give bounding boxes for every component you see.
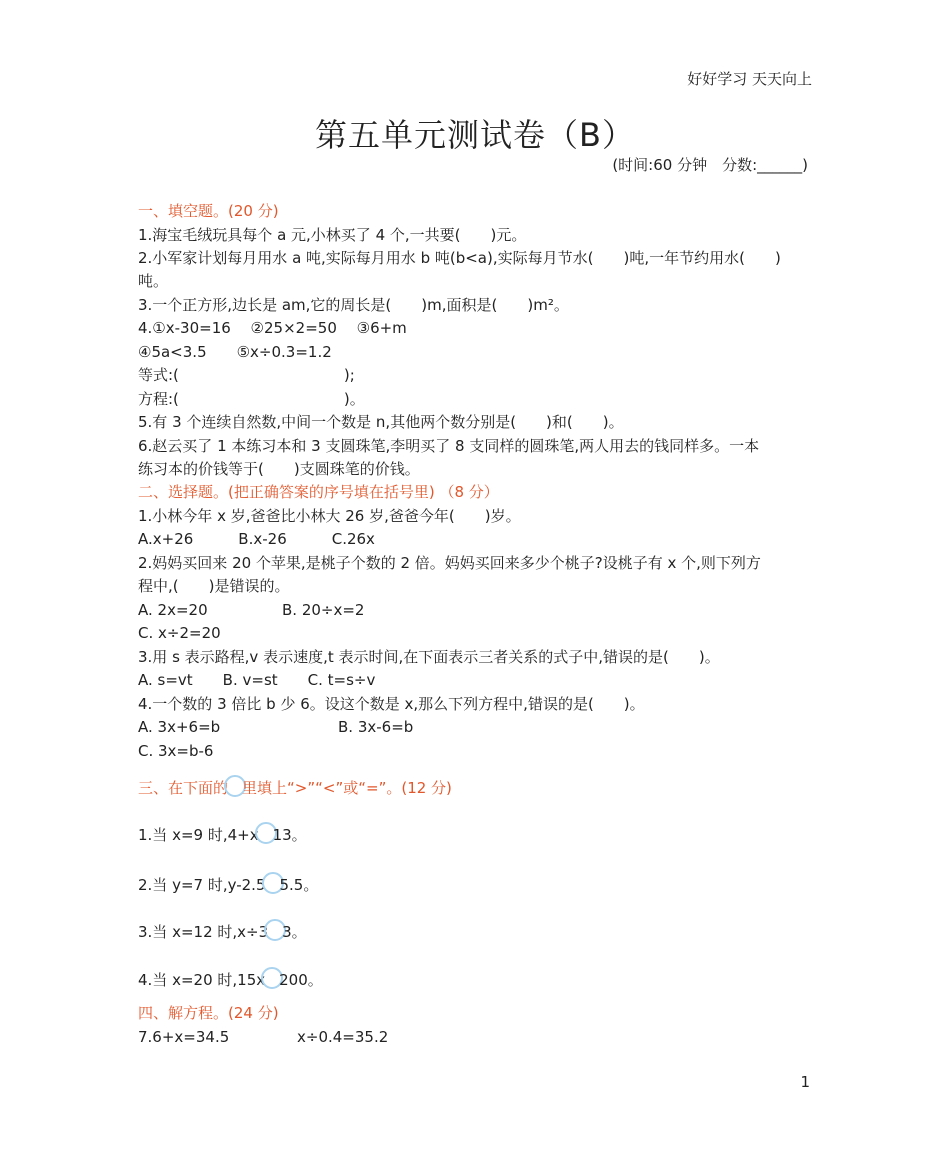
section-compare-heading-part1: 三、在下面的 xyxy=(138,779,229,797)
compare-q4-value: 200。 xyxy=(279,971,323,989)
compare-q1 xyxy=(138,822,307,847)
compare-q2-expr: 2.当 y=7 时,y-2.5 xyxy=(138,876,266,894)
compare-q3-value: 3。 xyxy=(282,923,307,941)
choice-q1: 1.小林今年 x 岁,爸爸比小林大 26 岁,爸爸今年( )岁。 xyxy=(138,507,521,525)
choice-q2-option-b: B. 20÷x=2 xyxy=(282,601,365,619)
fill-q6-line2: 练习本的价钱等于( )支圆珠笔的价钱。 xyxy=(138,460,420,478)
compare-q3-expr: 3.当 x=12 时,x÷3 xyxy=(138,923,269,941)
choice-q4: 4.一个数的 3 倍比 b 少 6。设这个数是 x,那么下列方程中,错误的是( )。 xyxy=(138,695,645,713)
choice-q2-option-a: A. 2x=20 xyxy=(138,601,208,619)
compare-q4 xyxy=(138,967,323,992)
fill-q4-line1: 4.①x-30=16 ②25×2=50 ③6+m xyxy=(138,319,407,337)
choice-q3: 3.用 s 表示路程,v 表示速度,t 表示时间,在下面表示三者关系的式子中,错误的是( )。 xyxy=(138,648,720,666)
fill-q4-equation-blank: 等式:( ); xyxy=(138,366,355,384)
section-compare-heading xyxy=(138,775,452,800)
fill-q6-line1: 6.赵云买了 1 本练习本和 3 支圆珠笔,李明买了 8 支同样的圆珠笔,两人用去的钱同样多。一本 xyxy=(138,437,760,455)
compare-q2-value: 5.5。 xyxy=(279,876,319,894)
page-title: 第五单元测试卷（B） xyxy=(315,116,635,154)
section-choice-heading: 二、选择题。(把正确答案的序号填在括号里) （8 分） xyxy=(138,483,499,501)
choice-q2-option-c: C. x÷2=20 xyxy=(138,624,221,642)
choice-q3-options: A. s=vt B. v=st C. t=s÷v xyxy=(138,671,376,689)
choice-q4-option-c: C. 3x=b-6 xyxy=(138,742,214,760)
fill-q4-formula-blank: 方程:( )。 xyxy=(138,390,365,408)
section-solve-heading: 四、解方程。(24 分) xyxy=(138,1004,279,1022)
compare-q2 xyxy=(138,872,318,897)
compare-q1-value: 13。 xyxy=(272,826,307,844)
fill-q1: 1.海宝毛绒玩具每个 a 元,小林买了 4 个,一共要( )元。 xyxy=(138,226,527,244)
fill-q2-line1: 2.小军家计划每月用水 a 吨,实际每月用水 b 吨(b<a),实际每月节水( )吨,一年节约用水( ) xyxy=(138,249,781,267)
choice-q1-options: A.x+26 B.x-26 C.26x xyxy=(138,530,375,548)
header-tagline: 好好学习 天天向上 xyxy=(687,70,812,88)
choice-q4-option-b: B. 3x-6=b xyxy=(338,718,414,736)
compare-q4-expr: 4.当 x=20 时,15x xyxy=(138,971,266,989)
compare-q1-expr: 1.当 x=9 时,4+x xyxy=(138,826,259,844)
solve-eq1: 7.6+x=34.5 xyxy=(138,1028,230,1046)
solve-eq2: x÷0.4=35.2 xyxy=(297,1028,389,1046)
choice-q4-option-a: A. 3x+6=b xyxy=(138,718,221,736)
fill-q5: 5.有 3 个连续自然数,中间一个数是 n,其他两个数分别是( )和( )。 xyxy=(138,413,624,431)
fill-q4-line2: ④5a<3.5 ⑤x÷0.3=1.2 xyxy=(138,343,332,361)
fill-q2-line2: 吨。 xyxy=(138,272,169,290)
compare-q3 xyxy=(138,919,307,944)
time-score-line: (时间:60 分钟 分数:______) xyxy=(612,156,808,174)
section-compare-heading-part2: 里填上“>”“<”或“=”。(12 分) xyxy=(242,779,452,797)
fill-q3: 3.一个正方形,边长是 am,它的周长是( )m,面积是( )m²。 xyxy=(138,296,569,314)
choice-q2-line2: 程中,( )是错误的。 xyxy=(138,577,290,595)
page-number: 1 xyxy=(800,1073,810,1091)
choice-q2-line1: 2.妈妈买回来 20 个苹果,是桃子个数的 2 倍。妈妈买回来多少个桃子?设桃子有 x 个,则下列方 xyxy=(138,554,761,572)
section-fill-heading: 一、填空题。(20 分) xyxy=(138,202,279,220)
